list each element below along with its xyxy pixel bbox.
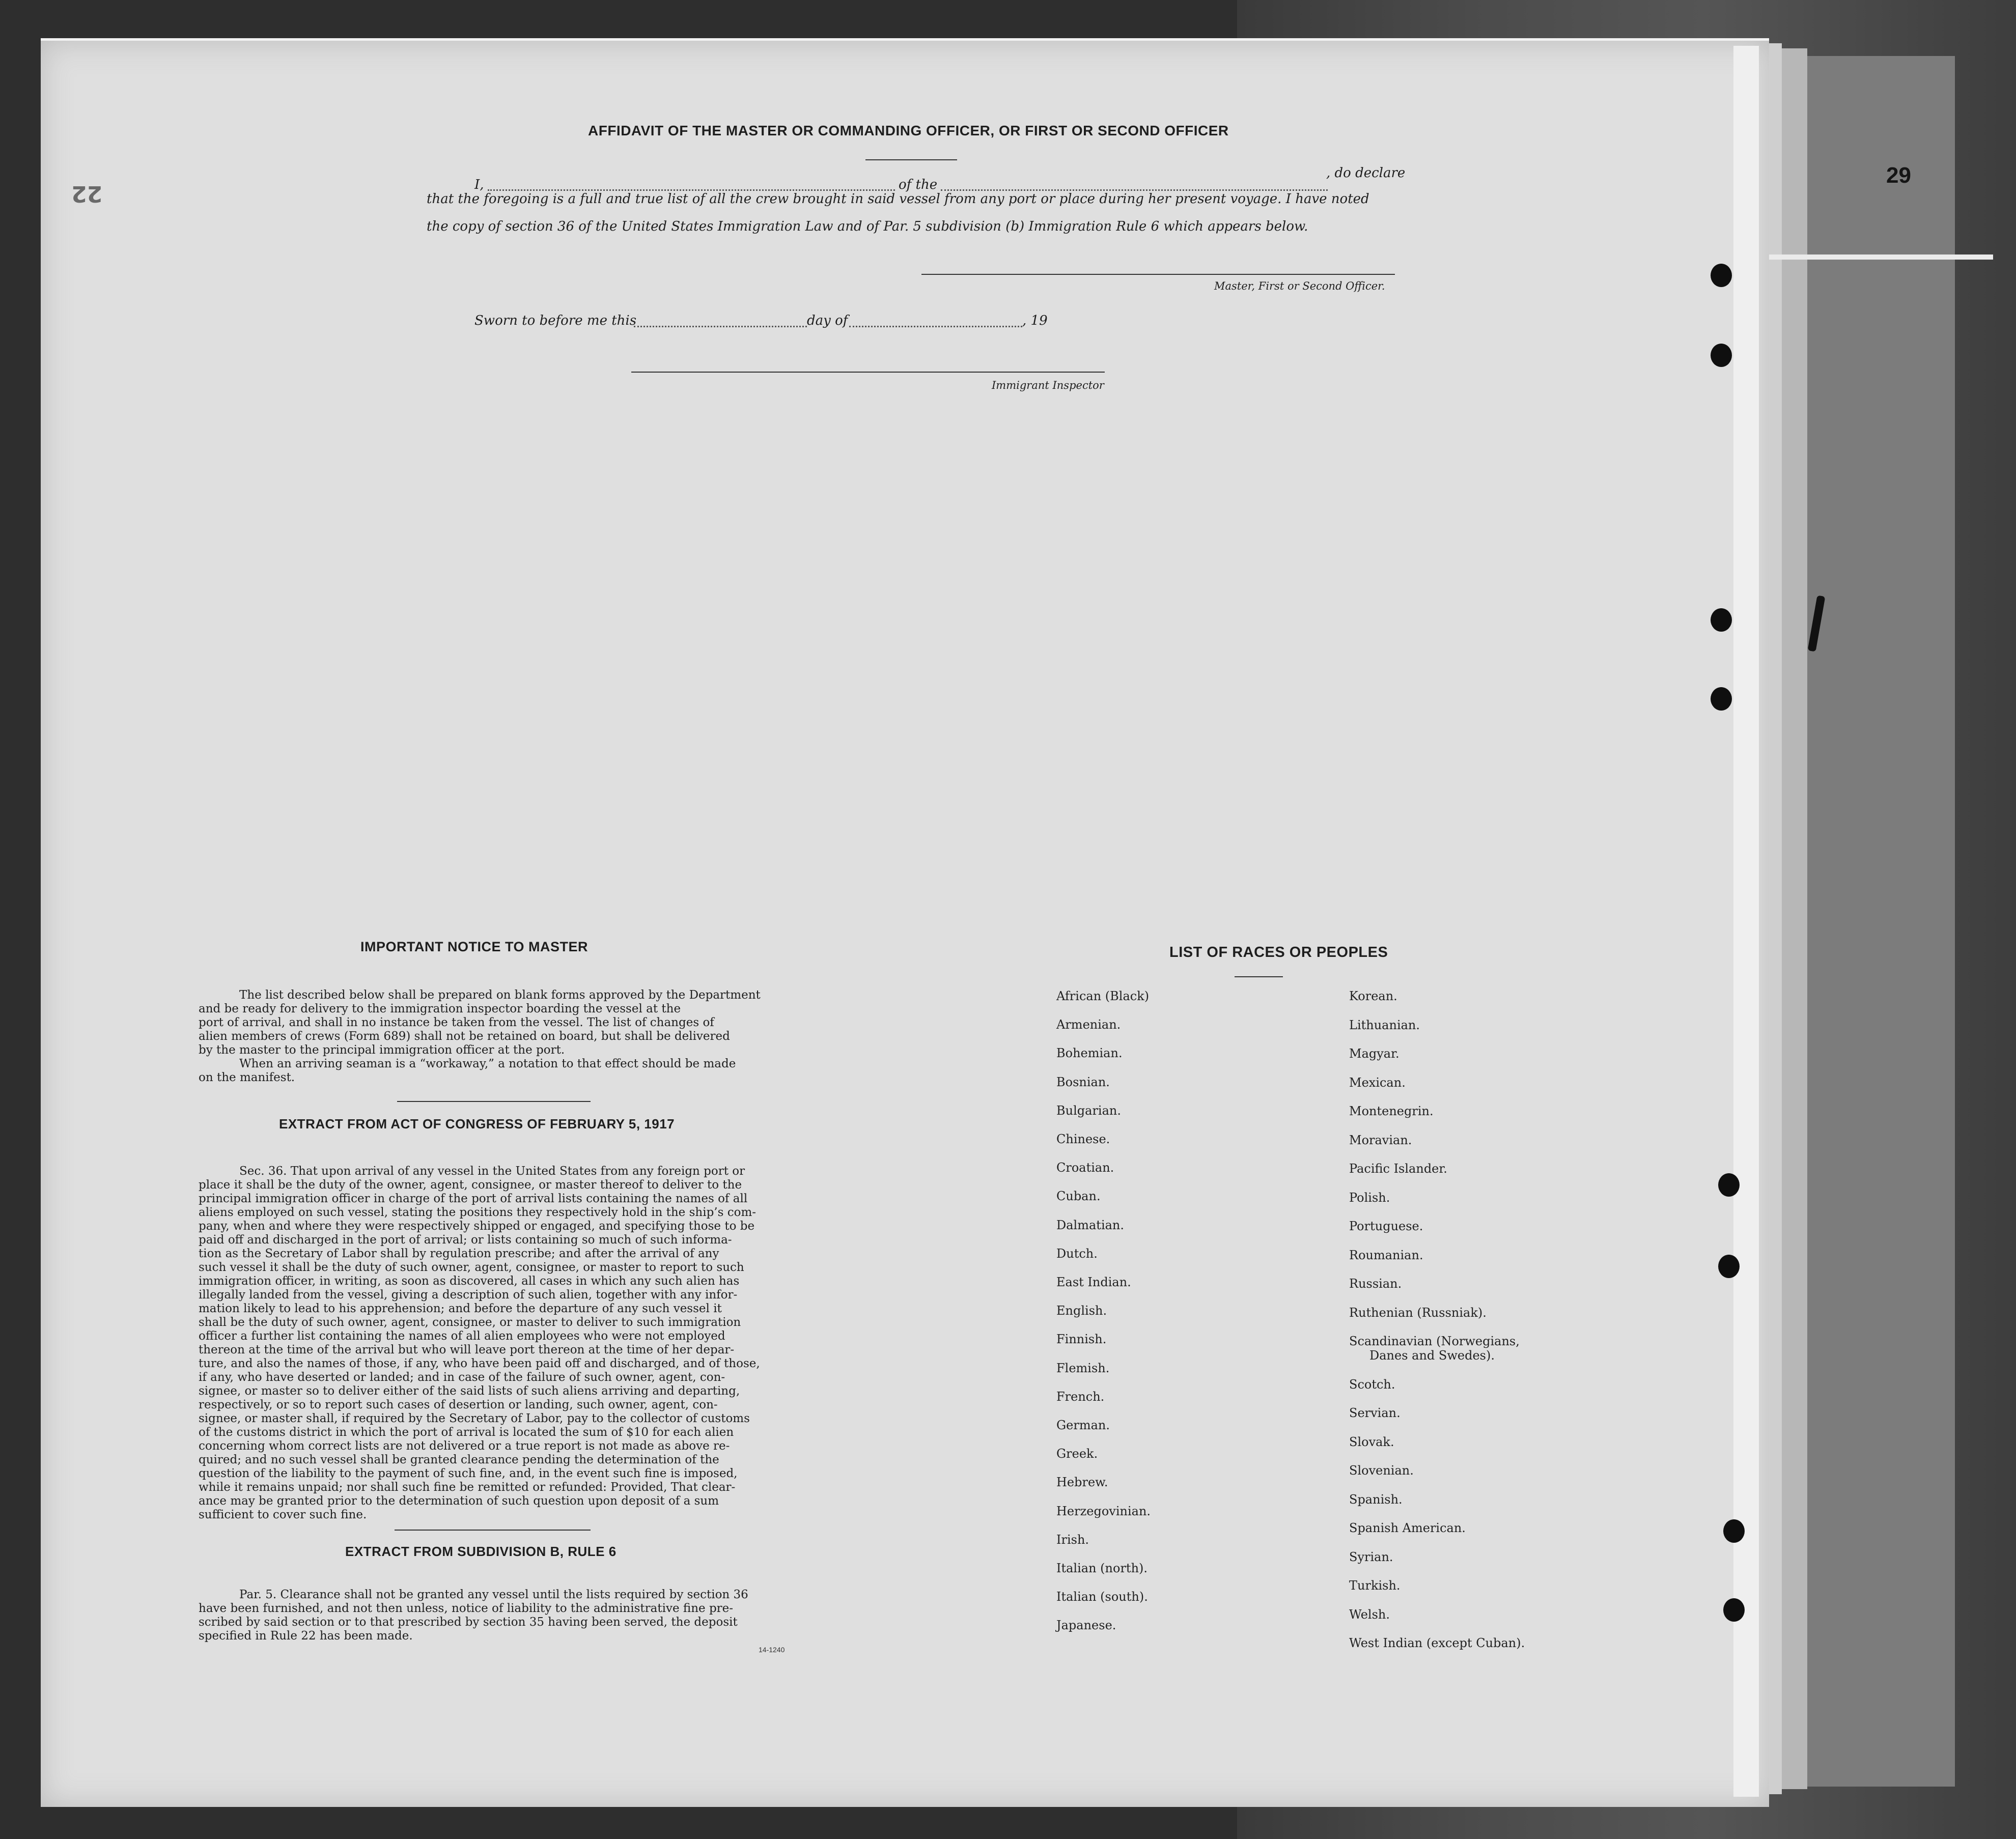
text-line: have been furnished, and not then unless, notice of liability to the administrative fine pre-	[199, 1602, 734, 1615]
divider	[397, 1101, 591, 1102]
race-item: Dalmatian.	[1056, 1218, 1125, 1232]
rule-extract-body	[199, 1588, 784, 1643]
notice-title: IMPORTANT NOTICE TO MASTER	[360, 939, 588, 954]
text-line: scribed by said section or to that prescribed by section 35 having been served, the deposit	[199, 1616, 738, 1629]
race-item: Scandinavian (Norwegians,	[1349, 1334, 1520, 1348]
race-item: Greek.	[1056, 1447, 1098, 1461]
race-item: Welsh.	[1349, 1607, 1390, 1622]
text-line: aliens employed on such vessel, stating the positions they respectively hold in the ship’s com-	[199, 1206, 757, 1219]
text-line: shall be the duty of such owner, agent, consignee, or master to deliver to such immigration	[199, 1316, 741, 1329]
sworn-day: day of	[807, 313, 848, 328]
punch-hole	[1711, 687, 1732, 711]
race-item: Turkish.	[1349, 1578, 1401, 1593]
text-line: tion as the Secretary of Labor shall by regulation prescribe; and after the arrival of any	[199, 1247, 719, 1260]
race-item: English.	[1056, 1304, 1107, 1318]
affidavit-of-the: of the	[899, 177, 938, 192]
sworn-prefix: Sworn to before me this	[474, 313, 637, 328]
race-item: Bohemian.	[1056, 1046, 1123, 1061]
punch-hole	[1718, 1255, 1740, 1278]
race-item: West Indian (except Cuban).	[1349, 1636, 1525, 1650]
race-item: Danes and Swedes).	[1369, 1348, 1495, 1363]
manifest-page	[41, 38, 1769, 1807]
text-line: signee, or master shall, if required by the Secretary of Labor, pay to the collector of customs	[199, 1412, 750, 1425]
text-line: on the manifest.	[199, 1071, 295, 1084]
race-item: Korean.	[1349, 989, 1397, 1003]
text-line: respectively, or so to report such cases of desertion or landing, such owner, agent, con-	[199, 1398, 718, 1411]
month-blank	[849, 326, 1022, 327]
inspector-caption: Immigrant Inspector	[992, 379, 1104, 391]
text-line: thereon at the time of the arrival but who will leave port thereon at the time of her depar-	[199, 1343, 735, 1356]
race-item: Magyar.	[1349, 1046, 1399, 1061]
race-item: Slovak.	[1349, 1434, 1394, 1449]
affidavit-i: I,	[474, 177, 484, 192]
text-line: question of the liability to the payment of such fine, and, in the event such fine is imposed,	[199, 1467, 738, 1480]
race-item: Italian (north).	[1056, 1561, 1148, 1575]
page-edge	[1754, 254, 1993, 260]
race-item: Scotch.	[1349, 1377, 1395, 1392]
text-line: and be ready for delivery to the immigration inspector boarding the vessel at the	[199, 1002, 681, 1015]
act-extract-title: EXTRACT FROM ACT OF CONGRESS OF FEBRUARY 5, 1917	[279, 1116, 675, 1131]
race-item: Slovenian.	[1349, 1463, 1414, 1478]
race-item: Russian.	[1349, 1277, 1402, 1291]
signature-caption: Master, First or Second Officer.	[1214, 280, 1385, 292]
race-item: Hebrew.	[1056, 1475, 1108, 1490]
text-line: while it remains unpaid; nor shall such fine be remitted or refunded: Provided, That clear-	[199, 1481, 736, 1494]
punch-hole	[1723, 1519, 1745, 1543]
text-line: alien members of crews (Form 689) shall not be retained on board, but shall be delivered	[199, 1030, 730, 1043]
text-line: pany, when and where they were respectively shipped or engaged, and specifying those to be	[199, 1220, 755, 1233]
race-item: Dutch.	[1056, 1246, 1098, 1261]
text-line: if any, who have deserted or landed; and in case of the failure of such owner, agent, con-	[199, 1371, 725, 1384]
text-line: such vessel it shall be the duty of such owner, agent, consignee, or master to report to such	[199, 1261, 744, 1274]
punch-hole	[1711, 264, 1732, 287]
margin-mark: 22	[71, 181, 103, 207]
divider	[865, 159, 957, 160]
race-item: Moravian.	[1349, 1133, 1412, 1147]
text-line: officer a further list containing the names of all alien employees who were not employed	[199, 1329, 725, 1343]
race-item: Croatian.	[1056, 1161, 1114, 1175]
vessel-blank	[941, 189, 1328, 191]
race-item: Servian.	[1349, 1406, 1401, 1420]
text-line: ance may be granted prior to the determination of such question upon deposit of a sum	[199, 1494, 719, 1508]
race-item: Portuguese.	[1349, 1219, 1423, 1233]
race-item: Roumanian.	[1349, 1248, 1423, 1262]
race-item: German.	[1056, 1418, 1110, 1432]
date-blank	[634, 326, 807, 327]
races-title: LIST OF RACES OR PEOPLES	[1169, 944, 1388, 960]
text-line: Sec. 36. That upon arrival of any vessel in the United States from any foreign port or	[239, 1165, 745, 1178]
race-item: Japanese.	[1056, 1618, 1116, 1633]
race-item: Finnish.	[1056, 1332, 1107, 1347]
text-line: port of arrival, and shall in no instance be taken from the vessel. The list of changes of	[199, 1016, 714, 1029]
page-number: 29	[1886, 163, 1911, 188]
text-line: signee, or master so to deliver either of the said lists of such aliens arriving and departing,	[199, 1384, 740, 1398]
punch-hole	[1723, 1598, 1745, 1622]
race-item: Polish.	[1349, 1190, 1390, 1205]
race-item: African (Black)	[1056, 989, 1150, 1003]
race-item: Mexican.	[1349, 1075, 1406, 1090]
text-line: of the customs district in which the port of arrival is located the sum of $10 for each alien	[199, 1426, 734, 1439]
text-line: concerning whom correct lists are not delivered or a true report is not made as above re-	[199, 1439, 730, 1453]
sworn-year: , 19	[1022, 313, 1048, 328]
divider	[395, 1530, 591, 1531]
punch-hole	[1718, 1173, 1740, 1197]
divider	[1235, 976, 1283, 977]
form-number: 14-1240	[759, 1646, 785, 1654]
notice-body	[199, 988, 784, 1085]
text-line: The list described below shall be prepared on blank forms approved by the Department	[239, 988, 761, 1002]
text-line: specified in Rule 22 has been made.	[199, 1629, 413, 1643]
race-item: Lithuanian.	[1349, 1017, 1420, 1032]
text-line: sufficient to cover such fine.	[199, 1508, 367, 1521]
text-line: ture, and also the names of those, if any, who have been paid off and discharged, and of those,	[199, 1357, 760, 1370]
act-extract-body	[199, 1165, 784, 1522]
text-line: When an arriving seaman is a “workaway,” a notation to that effect should be made	[239, 1057, 736, 1070]
text-line: place it shall be the duty of the owner, agent, consignee, or master thereof to deliver to the	[199, 1178, 742, 1192]
text-line: immigration officer, in writing, as soon as discovered, all cases in which any such alien has	[199, 1275, 740, 1288]
affidavit-title: AFFIDAVIT OF THE MASTER OR COMMANDING OFFICER, OR FIRST OR SECOND OFFICER	[588, 123, 1229, 138]
name-blank	[488, 189, 895, 191]
race-item: Italian (south).	[1056, 1590, 1148, 1604]
race-item: Spanish.	[1349, 1492, 1403, 1507]
punch-hole	[1711, 344, 1732, 367]
inspector-signature-line	[631, 372, 1105, 373]
text-line: illegally landed from the vessel, giving a description of such alien, together with any infor-	[199, 1288, 738, 1302]
affidavit-statement-line: the copy of section 36 of the United States Immigration Law and of Par. 5 subdivision (b) Immigration Rule 6 which appears below.	[427, 219, 1308, 234]
race-item: Montenegrin.	[1349, 1104, 1434, 1118]
race-item: East Indian.	[1056, 1275, 1131, 1289]
text-line: Par. 5. Clearance shall not be granted any vessel until the lists required by section 36	[239, 1588, 748, 1601]
race-item: French.	[1056, 1389, 1105, 1404]
text-line: quired; and no such vessel shall be granted clearance pending the determination of the	[199, 1453, 719, 1466]
race-item: Ruthenian (Russniak).	[1349, 1305, 1487, 1320]
race-item: Bosnian.	[1056, 1074, 1110, 1089]
race-item: Spanish American.	[1349, 1521, 1466, 1535]
text-line: by the master to the principal immigration officer at the port.	[199, 1043, 565, 1057]
race-item: Cuban.	[1056, 1189, 1101, 1204]
race-item: Herzegovinian.	[1056, 1504, 1151, 1518]
affidavit-statement-line: that the foregoing is a full and true list of all the crew brought in said vessel from any port or place during her present voyage. I have noted	[427, 191, 1369, 207]
punch-hole	[1711, 608, 1732, 632]
affidavit-declare: , do declare	[1326, 165, 1406, 181]
text-line: mation likely to lead to his apprehension; and before the departure of any such vessel it	[199, 1302, 722, 1315]
race-item: Pacific Islander.	[1349, 1162, 1447, 1176]
rule-extract-title: EXTRACT FROM SUBDIVISION B, RULE 6	[345, 1544, 617, 1559]
race-item: Armenian.	[1056, 1017, 1121, 1032]
signature-line	[921, 274, 1395, 275]
race-item: Bulgarian.	[1056, 1103, 1121, 1118]
race-item: Chinese.	[1056, 1132, 1110, 1146]
text-line: principal immigration officer in charge of the port of arrival lists containing the names of all	[199, 1192, 748, 1205]
race-item: Flemish.	[1056, 1361, 1110, 1375]
race-item: Syrian.	[1349, 1549, 1393, 1564]
text-line: paid off and discharged in the port of arrival; or lists containing so much of such informa-	[199, 1233, 732, 1247]
race-item: Irish.	[1056, 1532, 1089, 1547]
